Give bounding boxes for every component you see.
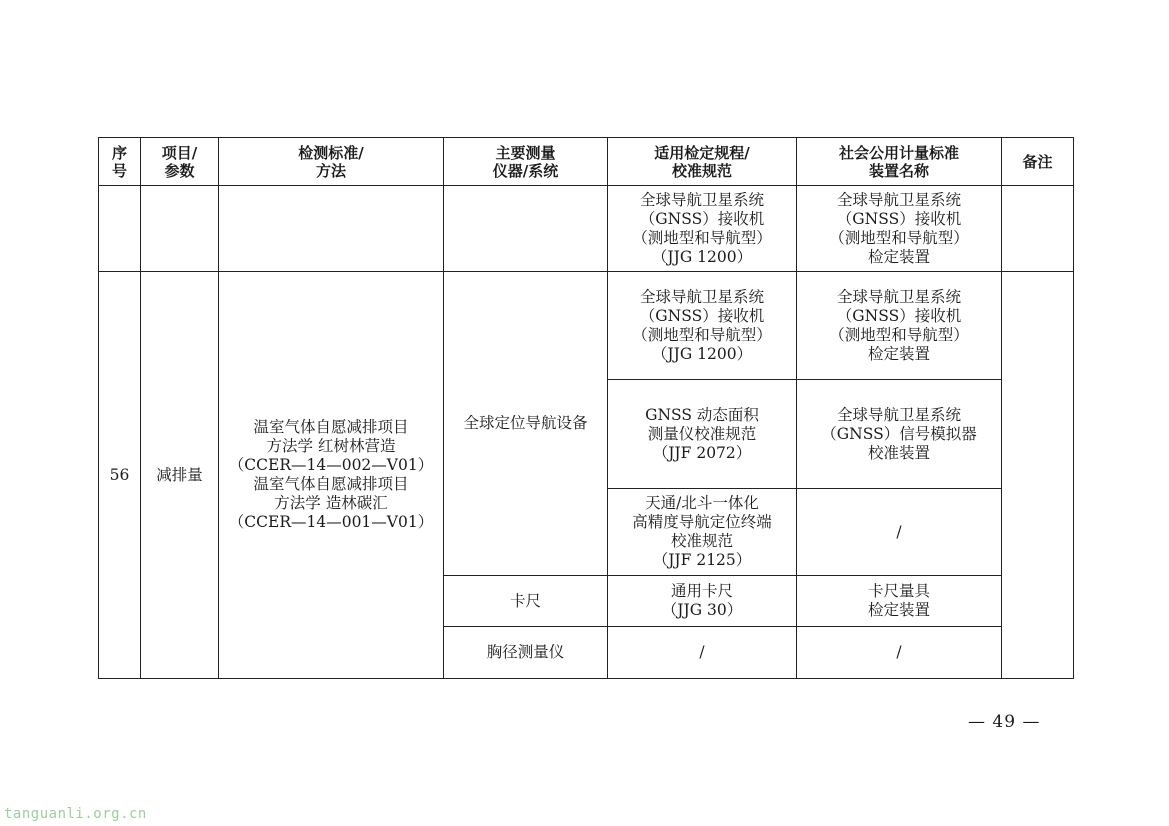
regulation-cell: 全球导航卫星系统 （GNSS）接收机 （测地型和导航型） （JJG 1200） (608, 272, 797, 380)
regulation-cell: 天通/北斗一体化 高精度导航定位终端 校准规范 （JJF 2125） (608, 489, 797, 576)
header-seq: 序 号 (99, 138, 141, 186)
device-cell: / (797, 627, 1002, 679)
continued-regulation-cell: 全球导航卫星系统 （GNSS）接收机 （测地型和导航型） （JJG 1200） (608, 186, 797, 272)
instrument-cell: 卡尺 (444, 576, 608, 627)
watermark-text: tanguanli.org.cn (4, 806, 147, 822)
instrument-cell: 全球定位导航设备 (444, 272, 608, 576)
header-regulation: 适用检定规程/ 校准规范 (608, 138, 797, 186)
header-row (99, 138, 1074, 186)
continued-remark-cell (1002, 186, 1074, 272)
standards-table (98, 137, 1074, 679)
device-cell: / (797, 489, 1002, 576)
header-device: 社会公用计量标准 装置名称 (797, 138, 1002, 186)
continued-seq-cell (99, 186, 141, 272)
device-cell: 全球导航卫星系统 （GNSS）接收机 （测地型和导航型） 检定装置 (797, 272, 1002, 380)
instrument-cell: 胸径测量仪 (444, 627, 608, 679)
standard-cell: 温室气体自愿减排项目 方法学 红树林营造 （CCER—14—002—V01） 温室气体自愿减排项目 方法学 造林碳汇 （CCER—14—001—V01） (219, 272, 444, 679)
header-remark: 备注 (1002, 138, 1074, 186)
device-cell: 全球导航卫星系统 （GNSS）信号模拟器 校准装置 (797, 380, 1002, 489)
header-item: 项目/ 参数 (141, 138, 219, 186)
table-row (99, 186, 1074, 272)
item-cell: 减排量 (141, 272, 219, 679)
continued-standard-cell (219, 186, 444, 272)
seq-cell: 56 (99, 272, 141, 679)
device-cell: 卡尺量具 检定装置 (797, 576, 1002, 627)
regulation-cell: 通用卡尺 （JJG 30） (608, 576, 797, 627)
header-instrument: 主要测量 仪器/系统 (444, 138, 608, 186)
remark-cell (1002, 272, 1074, 679)
header-standard: 检测标准/ 方法 (219, 138, 444, 186)
regulation-cell: GNSS 动态面积 测量仪校准规范 （JJF 2072） (608, 380, 797, 489)
continued-item-cell (141, 186, 219, 272)
page-number: — 49 — (968, 712, 1041, 732)
regulation-cell: / (608, 627, 797, 679)
continued-device-cell: 全球导航卫星系统 （GNSS）接收机 （测地型和导航型） 检定装置 (797, 186, 1002, 272)
continued-instrument-cell (444, 186, 608, 272)
table-row (99, 272, 1074, 380)
